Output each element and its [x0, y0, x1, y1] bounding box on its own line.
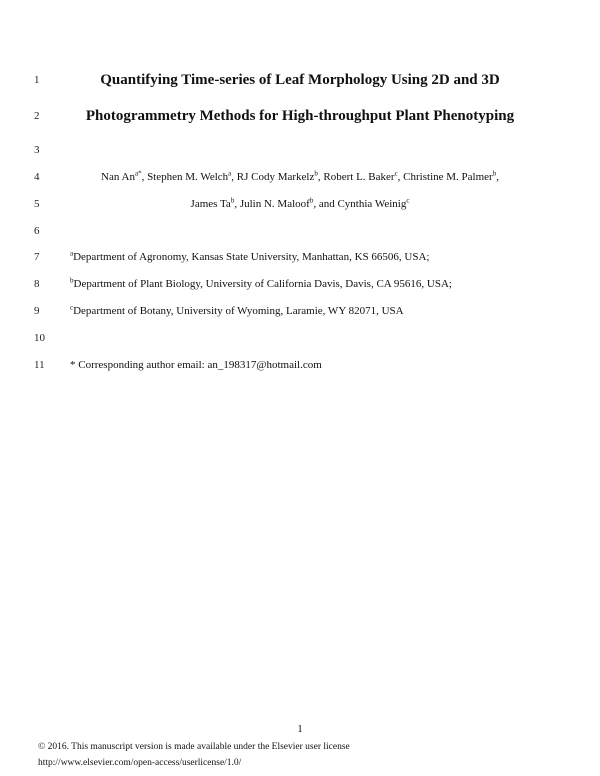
- paper-title-line-2: Photogrammetry Methods for High-throughput Plant Phenotyping: [85, 108, 515, 124]
- affiliation-marker: b: [492, 169, 497, 178]
- manuscript-line-5: [0, 196, 600, 212]
- manuscript-line-2: [0, 108, 600, 124]
- affiliation-text: Department of Botany, University of Wyoming, Laramie, WY 82071, USA: [73, 305, 404, 317]
- affiliation-marker: c: [70, 303, 74, 312]
- author-list-line-2: James Ta$^b$, Julin N. Maloof$^b$, and Cynthia Weinig$^c$: [190, 196, 410, 210]
- affiliation-b: [70, 276, 452, 292]
- manuscript-line-9: [0, 303, 600, 319]
- manuscript-line-3: [0, 142, 600, 158]
- corresponding-email: Corresponding author email: an_198317@hotmail.com: [78, 359, 322, 371]
- affiliation-marker: a: [228, 169, 232, 178]
- line-number: 9: [34, 305, 40, 317]
- line-number: 5: [34, 198, 40, 210]
- line-number: 7: [34, 251, 40, 263]
- manuscript-line-10: [0, 330, 600, 346]
- corresponding-marker: *: [70, 359, 76, 371]
- affiliation-marker: b: [314, 169, 318, 178]
- manuscript-line-6: [0, 223, 600, 239]
- license-url[interactable]: http://www.elsevier.com/open-access/userlicense/1.0/: [38, 758, 242, 768]
- author-name: Robert L. Baker: [323, 171, 395, 183]
- affiliation-a: [70, 249, 429, 265]
- author-name: RJ Cody Markelz: [236, 171, 315, 183]
- affiliation-marker: b: [230, 196, 235, 205]
- affiliation-marker: a: [70, 249, 74, 258]
- line-number: 8: [34, 278, 40, 290]
- author-name: Nan An: [101, 171, 135, 183]
- affiliation-text: Department of Plant Biology, University of California Davis, Davis, CA 95616, USA;: [73, 278, 452, 290]
- author-name: Cynthia Weinig: [337, 198, 407, 210]
- line-number: 4: [34, 171, 40, 183]
- author-name: Stephen M. Welch: [147, 171, 229, 183]
- affiliation-marker: b: [309, 196, 314, 205]
- author-list-line-1: Nan $An^{a*}$, Stephen M. Welch$^a$, RJ Cody Markelz$^b$, Robert L. Baker$^c$, Christine M. Palmer$^b$,: [101, 169, 499, 183]
- manuscript-line-7: [0, 249, 600, 265]
- line-number: 11: [34, 359, 45, 371]
- author-name: Julin N. Maloof: [239, 198, 310, 210]
- affiliation-marker: b: [70, 276, 74, 285]
- line-number: 3: [34, 144, 40, 156]
- author-name: Christine M. Palmer: [403, 171, 493, 183]
- page-number: 1: [297, 723, 303, 735]
- conjunction: and: [318, 198, 335, 210]
- affiliation-text: Department of Agronomy, Kansas State University, Manhattan, KS 66506, USA;: [73, 251, 430, 263]
- manuscript-line-4: [0, 169, 600, 185]
- manuscript-line-11: [0, 357, 600, 373]
- line-number: 1: [34, 74, 40, 86]
- paper-title-line-1: Quantifying Time-series of Leaf Morphology Using 2D and 3D: [100, 72, 500, 88]
- affiliation-marker: c: [394, 169, 398, 178]
- license-statement: © 2016. This manuscript version is made available under the Elsevier user license: [38, 742, 350, 752]
- affiliation-marker: a: [134, 169, 139, 178]
- line-number: 2: [34, 110, 40, 122]
- affiliation-c: [70, 303, 404, 319]
- line-number: 10: [34, 332, 45, 344]
- affiliation-marker: c: [406, 196, 410, 205]
- corresponding-author: [70, 357, 322, 373]
- manuscript-line-8: [0, 276, 600, 292]
- line-number: 6: [34, 225, 40, 237]
- corresponding-marker: *: [138, 169, 142, 178]
- author-name: James Ta: [190, 198, 231, 210]
- manuscript-line-1: [0, 72, 600, 88]
